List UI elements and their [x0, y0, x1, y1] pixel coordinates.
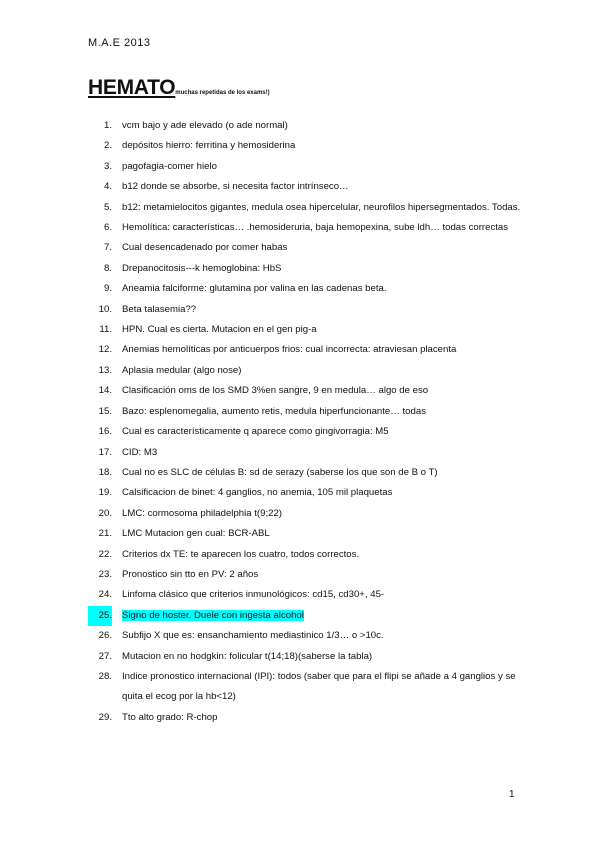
list-item-number: 1. — [103, 120, 112, 131]
list-item-text: pagofagia-comer hielo — [122, 160, 217, 172]
page-number: 1 — [509, 789, 515, 800]
list-item-text: vcm bajo y ade elevado (o ade normal) — [122, 120, 288, 131]
list-item-number: 7. — [103, 242, 112, 254]
list-item — [88, 708, 528, 728]
list-item-number: 29. — [98, 711, 112, 723]
list-item-text: Criterios dx TE: te aparecen los cuatro, todos correctos. — [122, 548, 360, 560]
page-subtitle: muchas repetidas de los exams!) — [175, 90, 270, 96]
list-item — [88, 626, 528, 646]
list-item-text: HPN. Cual es cierta. Mutacion en el gen pig-a — [122, 324, 317, 336]
list-item-text: CID: M3 — [122, 446, 158, 458]
list-item — [88, 545, 528, 565]
list-item-number: 9. — [103, 283, 112, 295]
list-item — [88, 647, 528, 667]
list-item — [88, 177, 528, 197]
list-item-number: 13. — [98, 364, 112, 376]
list-item-number: 6. — [103, 222, 112, 234]
list-item-number: 23. — [98, 568, 112, 580]
list-item-number: 11. — [99, 324, 112, 336]
list-item — [88, 463, 528, 483]
list-item-text: Tto alto grado: R-chop — [122, 711, 218, 723]
list-item — [88, 402, 528, 422]
list-item — [88, 381, 528, 401]
list-item — [88, 340, 528, 360]
list-item-text: Subfijo X que es: ensanchamiento mediastinico 1/3… o >10c. — [122, 630, 384, 642]
list-item-number: 10. — [98, 303, 112, 315]
list-item-text: Linfoma clásico que criterios inmunológicos: cd15, cd30+, 45- — [122, 589, 385, 601]
document-header: M.A.E 2013 — [88, 37, 151, 49]
list-item-text: Calsificacion de binet: 4 ganglios, no anemia, 105 mil plaquetas — [122, 487, 393, 499]
list-item-text: Anemias hemolíticas por anticuerpos frios: cual incorrecta: atraviesan placenta — [122, 344, 457, 356]
list-item — [88, 606, 528, 626]
list-item — [88, 238, 528, 258]
list-item-text: LMC Mutacion gen cual: BCR-ABL — [122, 528, 270, 540]
list-item-number: 19. — [98, 487, 112, 499]
list-item — [88, 218, 528, 238]
list-item-text: Cual es característicamente q aparece como gingivorragia: M5 — [122, 426, 389, 438]
list-item-text: depósitos hierro: ferritina y hemosiderina — [122, 140, 296, 152]
list-item-number: 8. — [103, 262, 112, 274]
list-item-text: Hemolítica: características… .hemosideruria, baja hemopexina, sube ldh… todas correctas — [122, 222, 509, 234]
list-item-number: 15. — [98, 405, 112, 417]
list-item-number: 12. — [98, 344, 112, 356]
list-item — [88, 422, 528, 442]
list-item-text: Mutacion en no hodgkin: folicular t(14;18)(saberse la tabla) — [122, 650, 373, 662]
list-item-number: 28. — [98, 670, 112, 682]
list-item — [88, 585, 528, 605]
list-item-number: 20. — [98, 507, 112, 519]
list-item-number: 2. — [103, 140, 112, 152]
list-item-text: Indice pronostico internacional (IPI): todos (saber que para el flipi se añade a 4 ganglios y se quita el ecog por la hb<12) — [122, 670, 516, 703]
list-item-number: 14. — [98, 385, 112, 397]
list-item-number: 17. — [98, 446, 112, 458]
list-item-text: Clasificación oms de los SMD 3%en sangre, 9 en medula… algo de eso — [122, 385, 429, 397]
list-item-number: 25. — [88, 606, 112, 626]
list-item-number: 16. — [98, 426, 112, 438]
list-item-text: Drepanocitosis---k hemoglobina: HbS — [122, 262, 282, 274]
list-item — [88, 483, 528, 503]
list-item-text: Pronostico sin tto en PV: 2 años — [122, 568, 259, 580]
list-item-text: Cual no es SLC de células B: sd de serazy (saberse los que son de B o T) — [122, 466, 438, 478]
list-item — [88, 504, 528, 524]
list-item — [88, 667, 528, 708]
list-item-number: 26. — [98, 630, 112, 642]
list-item-number: 18. — [98, 466, 112, 478]
list-item-number: 4. — [103, 181, 112, 193]
list-item-number: 22. — [98, 548, 112, 560]
list-item — [88, 361, 528, 381]
list-item-text: Beta talasemia?? — [122, 303, 197, 315]
list-item-text: b12 donde se absorbe, si necesita factor intrínseco… — [122, 181, 349, 193]
list-item-number: 21. — [98, 528, 112, 540]
list-item-number: 3. — [103, 160, 112, 172]
list-item — [88, 279, 528, 299]
page-title: HEMATO — [88, 76, 176, 99]
title-block — [88, 76, 270, 100]
list-item-number: 5. — [103, 201, 112, 213]
list-item — [88, 320, 528, 340]
list-item — [88, 157, 528, 177]
list-item — [88, 198, 528, 218]
list-item-text: Aplasia medular (algo nose) — [122, 364, 242, 376]
list-item — [88, 300, 528, 320]
list-item-text: Aneamia falciforme: glutamina por valina en las cadenas beta. — [122, 283, 387, 295]
list-item — [88, 136, 528, 156]
question-list — [88, 116, 528, 728]
list-item — [88, 443, 528, 463]
list-item-text: LMC: cormosoma philadelphia t(9;22) — [122, 507, 282, 519]
list-item — [88, 259, 528, 279]
list-item-text: Signo de hoster. Duele con ingesta alcohol — [122, 609, 304, 621]
list-item — [88, 524, 528, 544]
list-item-number: 27. — [98, 650, 112, 662]
list-item-text: Bazo: esplenomegalia, aumento retis, medula hiperfuncionante… todas — [122, 405, 426, 417]
list-item-number: 24. — [98, 589, 112, 601]
list-item — [88, 565, 528, 585]
list-item — [88, 116, 528, 136]
list-item-text: b12: metamielocitos gigantes, medula osea hipercelular, neurofilos hipersegmentados. Todas. — [122, 201, 521, 213]
list-item-text: Cual desencadenado por comer habas — [122, 242, 288, 254]
